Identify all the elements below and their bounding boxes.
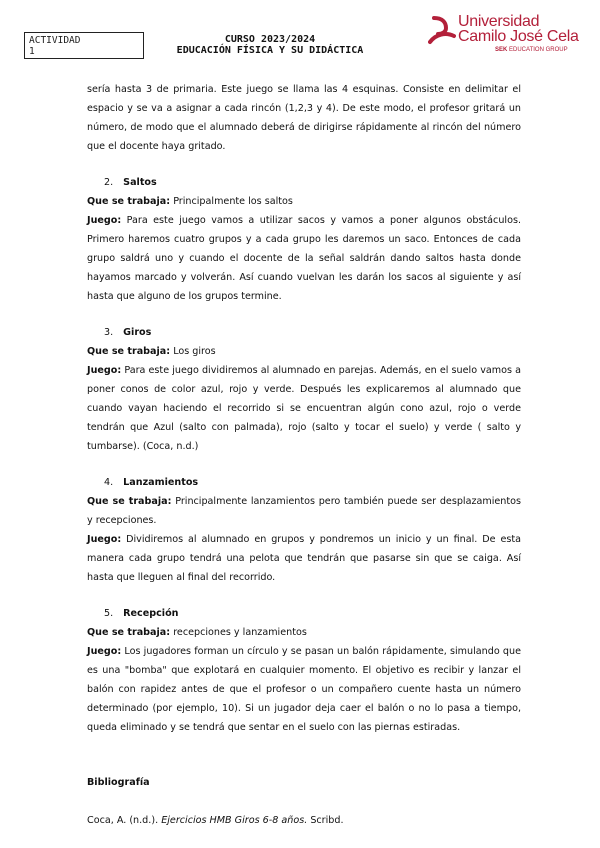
document-body xyxy=(87,80,521,830)
juego-text: Dividiremos al alumnado en grupos y pondremos un inicio y un final. De esta manera cada grupo tendrá una pelota que tendrán que pasarse sin que se caiga. Así hasta que lleguen al final del recorrido. xyxy=(87,534,521,583)
logo-sub-bold: SEK xyxy=(495,47,508,53)
section-heading xyxy=(87,173,521,192)
bibliography-title: Bibliografía xyxy=(87,777,150,788)
section-number: 3. xyxy=(104,327,114,338)
section-number: 4. xyxy=(104,477,114,488)
section-title: Giros xyxy=(123,327,152,338)
bibliography-entry xyxy=(87,811,521,830)
juego-text: Para este juego vamos a utilizar sacos y vamos a poner algunos obstáculos. Primero haremos cuatro grupos y a cada grupo les daremos un saco. Entonces de cada grupo saldrá uno y cuando el docente de la señal saldrán dando saltos hasta donde hayamos marcado y volverán. Así cuando vuelvan les darán los sacos al siguiente y así hasta que alguno de los grupos termine. xyxy=(87,215,521,302)
juego-label: Juego: xyxy=(87,215,122,226)
trabaja-text: Principalmente los saltos xyxy=(173,196,293,207)
trabaja-text: Principalmente lanzamientos pero también puede ser desplazamientos y recepciones. xyxy=(87,496,521,526)
university-logo xyxy=(428,12,578,58)
course-year: CURSO 2023/2024 xyxy=(224,34,316,45)
juego-label: Juego: xyxy=(87,534,122,545)
bib-title: Ejercicios HMB Giros 6-8 años. xyxy=(161,815,308,826)
activity-label: ACTIVIDAD xyxy=(29,35,81,46)
logo-sub-rest: EDUCATION GROUP xyxy=(509,47,568,53)
juego-paragraph xyxy=(87,642,521,737)
logo-group-text xyxy=(495,47,568,54)
juego-paragraph xyxy=(87,361,521,456)
juego-paragraph xyxy=(87,211,521,306)
bib-author: Coca, A. (n.d.). xyxy=(87,815,159,826)
juego-label: Juego: xyxy=(87,646,122,657)
trabaja-line xyxy=(87,623,521,642)
section-number: 5. xyxy=(104,608,114,619)
ucjc-logo-icon xyxy=(428,16,456,46)
activity-number: 1 xyxy=(29,46,35,57)
course-header xyxy=(170,34,370,56)
section-heading xyxy=(87,473,521,492)
section-heading xyxy=(87,323,521,342)
bib-source: Scribd. xyxy=(310,815,344,826)
trabaja-text: Los giros xyxy=(173,346,216,357)
trabaja-line xyxy=(87,492,521,530)
juego-text: Los jugadores forman un círculo y se pasan un balón rápidamente, simulando que es una "bomba" que explotará en cualquier momento. El objetivo es recibir y lanzar el balón con rapidez antes de que el profesor o un compañero cuente hasta un número determinado (por ejemplo, 10). Si un jugador deja caer el balón o no lo pasa a tiempo, queda eliminado y se tendrá que sentar en el suelo con las piernas estiradas. xyxy=(87,646,521,733)
section-title: Lanzamientos xyxy=(123,477,199,488)
section-number: 2. xyxy=(104,177,114,188)
section-title: Saltos xyxy=(123,177,157,188)
juego-label: Juego: xyxy=(87,365,122,376)
trabaja-text: recepciones y lanzamientos xyxy=(173,627,307,638)
intro-paragraph: sería hasta 3 de primaria. Este juego se llama las 4 esquinas. Consiste en delimitar el espacio y se va a asignar a cada rincón (1,2,3 y 4). De este modo, el profesor gritará un número, de modo que el alumnado deberá de dirigirse rápidamente al rincón del número que el docente haya gritado. xyxy=(87,84,521,152)
section-title: Recepción xyxy=(123,608,179,619)
trabaja-label: Que se trabaja: xyxy=(87,346,171,357)
activity-box xyxy=(24,32,144,59)
logo-name-text: Camilo José Cela xyxy=(458,28,579,45)
section-heading xyxy=(87,604,521,623)
trabaja-line xyxy=(87,192,521,211)
juego-paragraph xyxy=(87,530,521,587)
trabaja-line xyxy=(87,342,521,361)
logo-university-text: Universidad xyxy=(458,13,540,30)
trabaja-label: Que se trabaja: xyxy=(87,627,171,638)
trabaja-label: Que se trabaja: xyxy=(87,196,171,207)
juego-text: Para este juego dividiremos al alumnado en parejas. Además, en el suelo vamos a poner conos de color azul, rojo y verde. Después les explicaremos al alumnado que cuando vayan haciendo el recorrido si se encuentran algún cono azul, rojo o verde tendrán que Azul (salto con palmada), rojo (salto y tocar el suelo) y verde ( salto y tumbarse). (Coca, n.d.) xyxy=(87,365,521,452)
trabaja-label: Que se trabaja: xyxy=(87,496,172,507)
course-subject: EDUCACIÓN FÍSICA Y SU DIDÁCTICA xyxy=(176,45,364,56)
